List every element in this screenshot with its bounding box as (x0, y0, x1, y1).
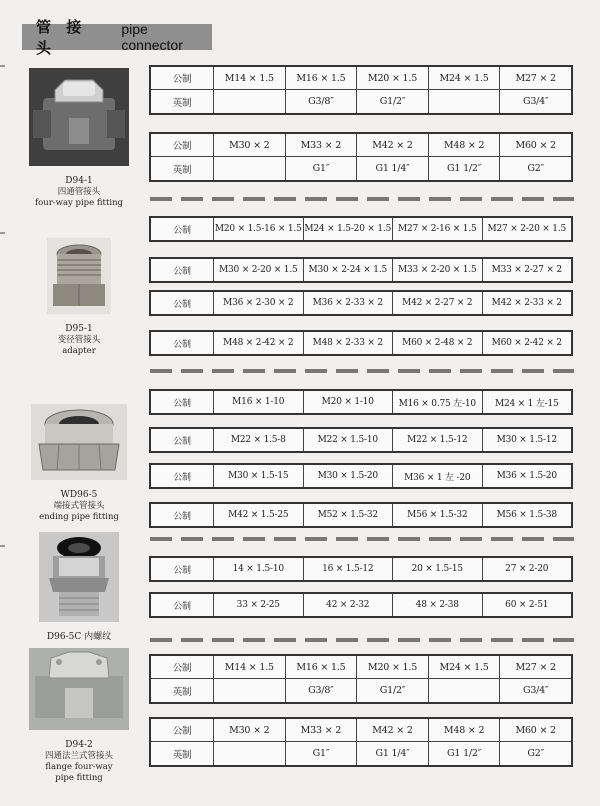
table-row (151, 90, 571, 113)
table-cell: 16 × 1.5-12 (303, 558, 393, 580)
table-cell: M24 × 1.5-20 × 1.5 (303, 218, 393, 240)
table-row (151, 594, 571, 616)
table-cell: M33 × 2-27 × 2 (482, 259, 572, 281)
table-cell: M56 × 1.5-32 (392, 504, 482, 526)
product-name-en: four-way pipe fitting (35, 198, 123, 208)
table-cell: 48 × 2-38 (392, 594, 482, 616)
product-model: WD96-5 (60, 490, 98, 500)
row-label: 公制 (173, 299, 191, 310)
spec-table (149, 463, 573, 489)
product-model: D95-1 (65, 324, 93, 334)
adapter-image (47, 238, 111, 314)
table-cell: G1/2″ (356, 90, 428, 113)
row-label: 英制 (172, 686, 192, 698)
row-label: 公制 (173, 266, 191, 277)
table-cell: M22 × 1.5-10 (303, 429, 393, 451)
table-cell: 60 × 2-51 (482, 594, 572, 616)
product-name-cn: 变径管接头 (57, 335, 101, 345)
row-label: 公制 (173, 565, 191, 576)
table-cell: G3/4″ (499, 90, 571, 113)
table-cell: M27 × 2-16 × 1.5 (392, 218, 482, 240)
table-cell: M42 × 2 (356, 134, 428, 156)
table-cell: M42 × 2-33 × 2 (482, 292, 572, 314)
table-row (151, 332, 571, 354)
table-cell: G2″ (499, 157, 571, 180)
product-d95-1 (12, 238, 146, 357)
row-label: 公制 (172, 726, 192, 737)
table-row (151, 391, 571, 413)
table-row (151, 259, 571, 281)
table-cell: M14 × 1.5 (213, 656, 285, 678)
table-cell: M14 × 1.5 (213, 67, 285, 89)
table-cell (428, 90, 500, 113)
table-cell: M27 × 2 (499, 67, 571, 89)
row-label: 公制 (172, 663, 192, 674)
page-header (22, 18, 212, 57)
product-name-en: ending pipe fitting (39, 512, 119, 522)
row-label: 公制 (173, 225, 191, 236)
flange-four-way-fitting-image (29, 648, 129, 730)
spec-table (149, 290, 573, 316)
table-cell: M52 × 1.5-32 (303, 504, 393, 526)
table-cell (428, 679, 500, 702)
table-cell: M16 × 1.5 (285, 67, 357, 89)
table-cell: M56 × 1.5-38 (482, 504, 572, 526)
table-cell: G1/2″ (356, 679, 428, 702)
table-cell: M16 × 1-10 (213, 391, 303, 413)
table-cell: 14 × 1.5-10 (213, 558, 303, 580)
table-row (151, 157, 571, 180)
table-cell: M30 × 2-24 × 1.5 (303, 259, 393, 281)
table-row (151, 134, 571, 157)
table-cell: M24 × 1 左-15 (482, 391, 572, 413)
row-label: 英制 (172, 164, 192, 176)
table-cell: M20 × 1.5 (356, 67, 428, 89)
spec-table (149, 502, 573, 528)
table-cell: 27 × 2-20 (482, 558, 572, 580)
table-cell: M48 × 2-33 × 2 (303, 332, 393, 354)
table-row (151, 465, 571, 487)
row-label: 公制 (173, 436, 191, 447)
table-cell: M30 × 2 (213, 719, 285, 741)
table-row (151, 67, 571, 90)
table-cell: M22 × 1.5-8 (213, 429, 303, 451)
table-cell: M36 × 1 左 -20 (392, 465, 482, 487)
section-separator (150, 537, 574, 541)
table-cell: M24 × 1.5 (428, 656, 500, 678)
table-cell: M48 × 2 (428, 134, 500, 156)
table-cell: M27 × 2-20 × 1.5 (482, 218, 572, 240)
row-label: 公制 (172, 74, 192, 85)
product-name-cn: 端接式管接头 (53, 501, 105, 511)
table-cell: M30 × 2 (213, 134, 285, 156)
table-cell: G1 1/4″ (356, 742, 428, 765)
table-cell: M33 × 2-20 × 1.5 (392, 259, 482, 281)
spec-table (149, 132, 573, 182)
table-cell (213, 742, 285, 765)
margin-mark (0, 65, 5, 67)
table-row (151, 504, 571, 526)
table-cell: M60 × 2 (499, 134, 571, 156)
spec-table (149, 389, 573, 415)
table-cell: M27 × 2 (499, 656, 571, 678)
table-cell: M30 × 1.5-15 (213, 465, 303, 487)
table-row (151, 218, 571, 240)
row-label: 公制 (172, 141, 192, 152)
row-label: 公制 (173, 511, 191, 522)
spec-table (149, 427, 573, 453)
header-title-cn: 管 接 头 (36, 18, 87, 57)
product-name-en: adapter (62, 346, 96, 356)
table-cell: M22 × 1.5-12 (392, 429, 482, 451)
row-label: 公制 (173, 339, 191, 350)
table-cell: M36 × 1.5-20 (482, 465, 572, 487)
table-cell: M42 × 2-27 × 2 (392, 292, 482, 314)
header-title-en: pipe connector (121, 21, 183, 53)
table-cell: M60 × 2-48 × 2 (392, 332, 482, 354)
table-cell: G3/8″ (285, 90, 357, 113)
table-cell: M30 × 2-20 × 1.5 (213, 259, 303, 281)
row-label: 公制 (173, 472, 191, 483)
product-name-en: flange four-way (45, 762, 113, 772)
table-row (151, 656, 571, 679)
product-name-cn: 四通管接头 (57, 187, 101, 197)
table-cell: M48 × 2 (428, 719, 500, 741)
product-name-en-2: pipe fitting (55, 773, 103, 783)
product-model: D94-1 (65, 176, 93, 186)
table-cell: M20 × 1.5 (356, 656, 428, 678)
table-row (151, 292, 571, 314)
product-wd96-5 (12, 404, 146, 523)
table-cell: G1 1/2″ (428, 157, 500, 180)
table-cell: G1 1/4″ (356, 157, 428, 180)
table-cell: G3/8″ (285, 679, 357, 702)
table-cell: M33 × 2 (285, 719, 357, 741)
table-cell: G1″ (285, 742, 357, 765)
four-way-fitting-image (29, 68, 129, 166)
table-cell: G1 1/2″ (428, 742, 500, 765)
table-cell: G3/4″ (499, 679, 571, 702)
row-label: 公制 (173, 601, 191, 612)
row-label: 公制 (173, 398, 191, 409)
table-cell: M33 × 2 (285, 134, 357, 156)
table-cell: 33 × 2-25 (213, 594, 303, 616)
ending-fitting-image (31, 404, 127, 480)
section-separator (150, 638, 574, 642)
spec-table (149, 257, 573, 283)
table-row (151, 558, 571, 580)
table-cell: G1″ (285, 157, 357, 180)
table-cell (213, 679, 285, 702)
table-cell: 42 × 2-32 (303, 594, 393, 616)
row-label: 英制 (172, 749, 192, 761)
margin-mark (0, 232, 5, 234)
table-cell: M24 × 1.5 (428, 67, 500, 89)
spec-table (149, 556, 573, 582)
table-cell: 20 × 1.5-15 (392, 558, 482, 580)
table-cell: M42 × 1.5-25 (213, 504, 303, 526)
table-cell: M42 × 2 (356, 719, 428, 741)
spec-table (149, 654, 573, 704)
spec-table (149, 717, 573, 767)
margin-mark (0, 545, 5, 547)
table-cell: M16 × 1.5 (285, 656, 357, 678)
table-cell: M60 × 2-42 × 2 (482, 332, 572, 354)
table-cell (213, 157, 285, 180)
table-row (151, 742, 571, 765)
section-separator (150, 197, 574, 201)
internal-thread-fitting-image (39, 532, 119, 622)
table-row (151, 429, 571, 451)
table-row (151, 719, 571, 742)
table-row (151, 679, 571, 702)
product-name-cn: 四通法兰式管接头 (44, 751, 113, 761)
table-cell: M48 × 2-42 × 2 (213, 332, 303, 354)
spec-table (149, 592, 573, 618)
spec-table (149, 216, 573, 242)
table-cell: M60 × 2 (499, 719, 571, 741)
table-cell: M20 × 1.5-16 × 1.5 (213, 218, 303, 240)
spec-table (149, 330, 573, 356)
product-d94-2 (12, 648, 146, 784)
row-label: 英制 (172, 97, 192, 109)
table-cell (213, 90, 285, 113)
table-cell: M36 × 2-33 × 2 (303, 292, 393, 314)
table-cell: M20 × 1-10 (303, 391, 393, 413)
spec-table (149, 65, 573, 115)
table-cell: M30 × 1.5-12 (482, 429, 572, 451)
product-d94-1 (12, 68, 146, 209)
table-cell: M36 × 2-30 × 2 (213, 292, 303, 314)
section-separator (150, 369, 574, 373)
product-model: D96-5C 内螺纹 (46, 632, 112, 642)
table-cell: M16 × 0.75 左-10 (392, 391, 482, 413)
table-cell: M30 × 1.5-20 (303, 465, 393, 487)
table-cell: G2″ (499, 742, 571, 765)
product-model: D94-2 (65, 740, 93, 750)
product-d96-5c (12, 532, 146, 643)
